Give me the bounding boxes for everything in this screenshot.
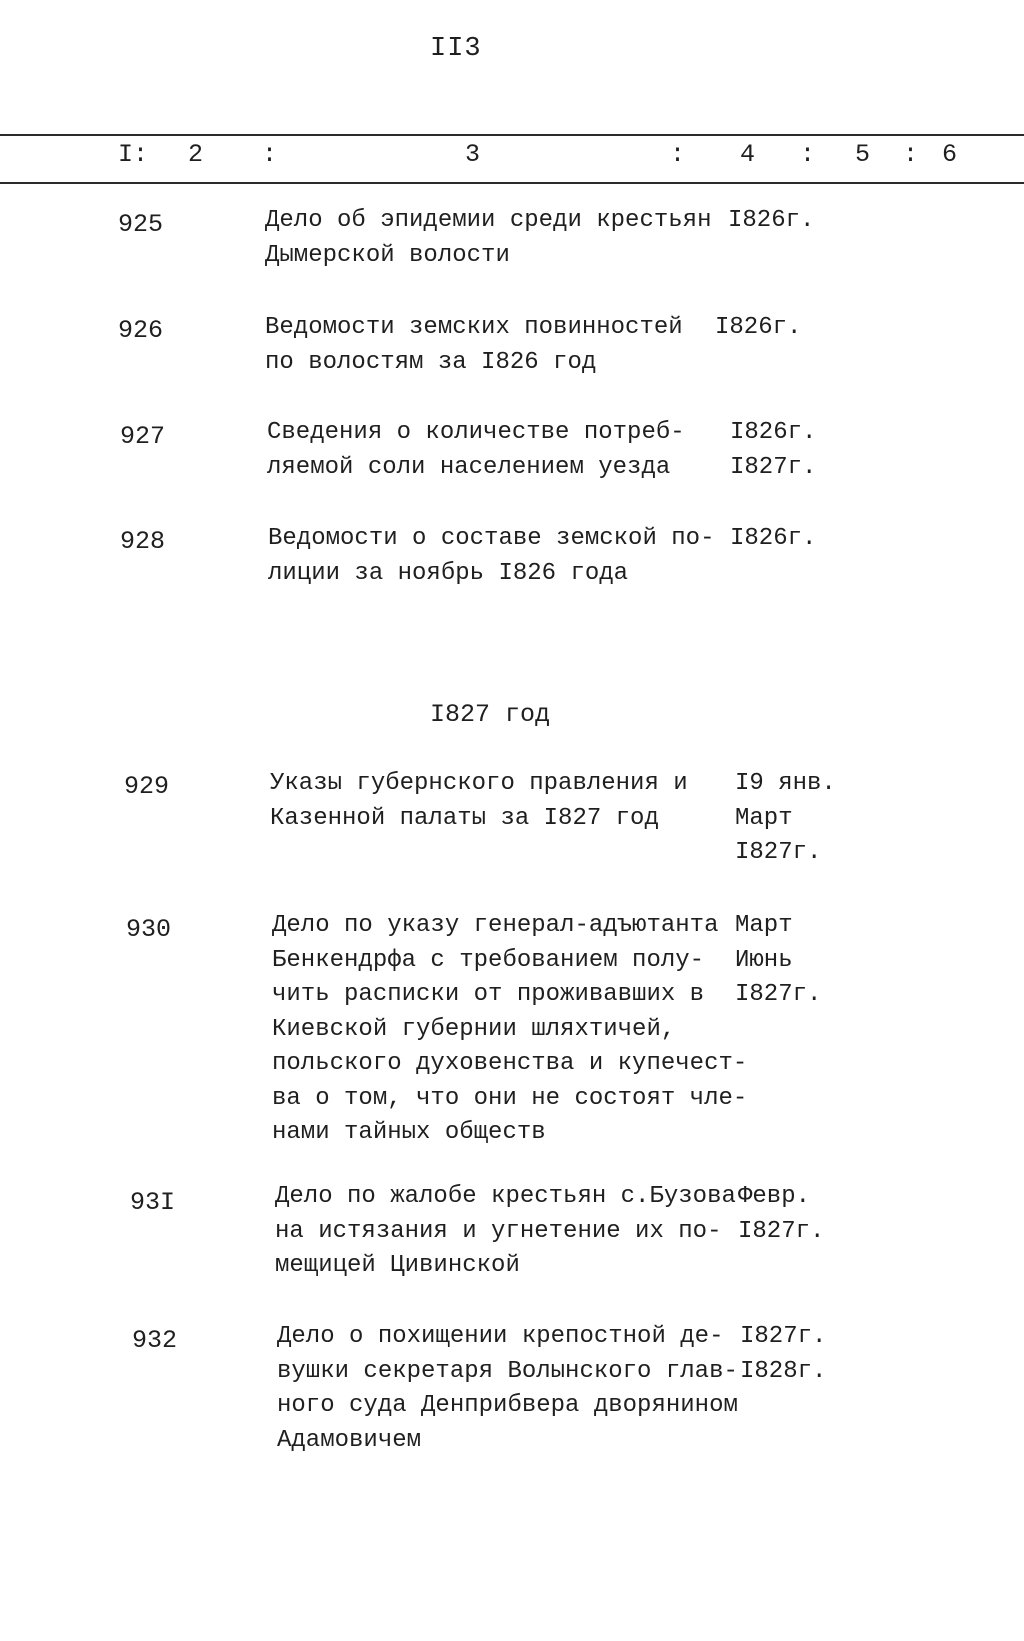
column-header-4: 4: [740, 140, 756, 169]
entry-description: [277, 1320, 738, 1458]
description-line: Дело по жалобе крестьян с.Бузова: [275, 1183, 736, 1210]
entry-description: [265, 311, 683, 380]
entry-dates: [730, 416, 816, 485]
entry-description: [270, 767, 688, 836]
date-line: Февр.: [738, 1183, 811, 1210]
entry-number: 929: [124, 772, 170, 801]
column-header-2: 2: [188, 140, 204, 169]
description-line: на истязания и угнетение их по-: [275, 1217, 722, 1245]
description-line: чить расписки от проживавших в: [272, 981, 705, 1008]
description-line: Дело об эпидемии среди крестьян: [265, 207, 712, 234]
entry-dates: [735, 767, 836, 871]
description-line: ляемой соли населением уезда: [267, 453, 671, 481]
entry-number: 925: [118, 210, 164, 239]
column-separator: :: [670, 140, 686, 169]
entry-dates: [740, 1320, 826, 1389]
date-line: I828г.: [740, 1357, 827, 1385]
column-separator: :: [800, 140, 816, 169]
date-line: I9 янв.: [735, 770, 836, 797]
entry-number: 927: [120, 422, 166, 451]
entry-dates: [730, 522, 816, 557]
entry-number: 930: [126, 915, 172, 944]
entry-number: 926: [118, 316, 164, 345]
section-heading-year: I827 год: [430, 700, 551, 729]
entry-dates: [735, 909, 821, 1013]
page-number: II3: [430, 34, 482, 64]
date-line: I827г.: [740, 1323, 827, 1350]
description-line: Дымерской волости: [265, 241, 510, 269]
date-line: I826г.: [728, 207, 815, 234]
entry-dates: [715, 311, 801, 346]
column-separator: :: [903, 140, 919, 169]
table-header-top-rule: [0, 134, 1024, 136]
description-line: Сведения о количестве потреб-: [267, 419, 685, 446]
description-line: Бенкендрфа с требованием полу-: [272, 946, 705, 974]
entry-number: 932: [132, 1326, 178, 1355]
entry-description: [268, 522, 714, 591]
description-line: Дело по указу генерал-адъютанта: [272, 912, 719, 939]
description-line: Адамовичем: [277, 1426, 422, 1454]
date-line: Март: [735, 804, 793, 832]
column-header-1: I:: [118, 140, 149, 169]
description-line: ного суда Денприбвера дворянином: [277, 1392, 738, 1419]
table-header-bottom-rule: [0, 182, 1024, 184]
description-line: нами тайных обществ: [272, 1119, 546, 1146]
description-line: вушки секретаря Волынского глав-: [277, 1357, 738, 1385]
entry-number: 93I: [130, 1188, 176, 1217]
description-line: Казенной палаты за I827 год: [270, 804, 659, 832]
description-line: Ведомости земских повинностей: [265, 314, 683, 341]
description-line: мещицей Цивинской: [275, 1252, 520, 1279]
date-line: I826г.: [715, 314, 802, 341]
entry-dates: [738, 1180, 824, 1249]
description-line: ва о том, что они не состоят чле-: [272, 1084, 748, 1112]
description-line: Указы губернского правления и: [270, 770, 688, 797]
entry-dates: [728, 204, 814, 239]
description-line: Ведомости о составе земской по-: [268, 525, 715, 552]
date-line: I826г.: [730, 419, 817, 446]
column-header-3: 3: [465, 140, 481, 169]
date-line: I826г.: [730, 525, 817, 552]
entry-number: 928: [120, 527, 166, 556]
description-line: по волостям за I826 год: [265, 348, 597, 376]
description-line: Дело о похищении крепостной де-: [277, 1323, 724, 1350]
date-line: I827г.: [730, 453, 817, 481]
date-line: I827г.: [735, 839, 822, 866]
description-line: лиции за ноябрь I826 года: [268, 559, 629, 587]
description-line: польского духовенства и купечест-: [272, 1050, 748, 1077]
description-line: Киевской губернии шляхтичей,: [272, 1015, 676, 1043]
date-line: I827г.: [735, 981, 822, 1008]
entry-description: [267, 416, 685, 485]
entry-description: [275, 1180, 736, 1284]
date-line: Июнь: [735, 946, 793, 974]
column-header-5: 5: [855, 140, 871, 169]
date-line: I827г.: [738, 1217, 825, 1245]
column-header-6: 6: [942, 140, 958, 169]
column-separator: :: [262, 140, 278, 169]
entry-description: [272, 909, 747, 1151]
entry-description: [265, 204, 711, 273]
date-line: Март: [735, 912, 793, 939]
